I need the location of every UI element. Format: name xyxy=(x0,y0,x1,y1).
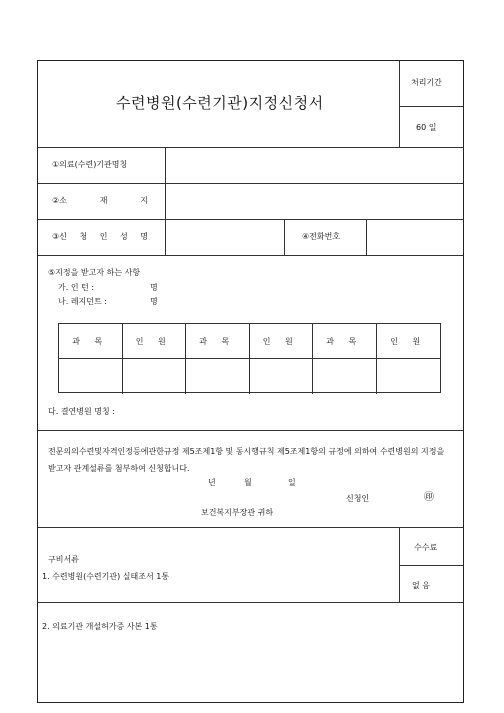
resident-unit: 명 xyxy=(150,297,158,306)
designation-heading: ⑤지정을 받고자 하는 사항 xyxy=(48,268,141,277)
label-divider xyxy=(165,147,166,255)
applicant-label-part: 성 xyxy=(119,232,128,241)
table-header: 인 원 xyxy=(250,324,314,359)
location-label-part: 재 xyxy=(99,196,108,205)
document-item: 1. 수련병원(수련기관) 실태조서 1통 xyxy=(42,572,170,581)
subject-table xyxy=(58,323,441,393)
location-label-part: ②소 xyxy=(52,196,67,205)
row-divider xyxy=(38,602,463,603)
fee-divider xyxy=(399,565,463,566)
fee-label: 수수료 xyxy=(414,543,438,552)
applicant-name-label xyxy=(52,232,148,242)
seal-mark: ㊞ xyxy=(424,492,434,503)
date-day-label: 일 xyxy=(288,478,296,487)
row-divider xyxy=(38,219,463,220)
table-header: 과 목 xyxy=(186,324,250,359)
affiliated-hospital-label: 다. 결연병원 명칭 : xyxy=(48,407,115,416)
phone-divider xyxy=(366,219,367,255)
resident-label: 나. 레지던트 : xyxy=(58,297,107,306)
date-year-label: 년 xyxy=(208,478,216,487)
application-statement: 전문의의수련및자격인정등에관한규정 제5조제1항 및 동시행규칙 제5조제1항의 규정에 의하여 수련병원의 지정을 받고자 관계설류를 첨부하여 신청합니다. xyxy=(48,447,445,473)
table-cell[interactable] xyxy=(377,359,441,394)
phone-divider xyxy=(284,219,285,255)
date-month-label: 월 xyxy=(244,478,252,487)
table-header: 과 목 xyxy=(313,324,377,359)
fee-value: 없 음 xyxy=(412,581,430,590)
table-header: 인 원 xyxy=(123,324,187,359)
intern-label: 가. 인 턴 : xyxy=(58,283,95,292)
table-cell[interactable] xyxy=(250,359,314,394)
table-cell[interactable] xyxy=(123,359,187,394)
applicant-label-part: 청 xyxy=(79,232,88,241)
table-cell[interactable] xyxy=(186,359,250,394)
document-item: 2. 의료기관 개설허가증 사본 1통 xyxy=(42,622,158,631)
processing-period-value: 60 일 xyxy=(416,123,437,132)
table-cell[interactable] xyxy=(59,359,123,394)
form-title: 수련병원(수련기관)지정신청서 xyxy=(116,94,324,112)
processing-period-label: 처리기간 xyxy=(411,78,442,87)
applicant-label-part: 명 xyxy=(140,232,148,241)
location-label-part: 지 xyxy=(140,196,148,205)
row-divider xyxy=(38,255,463,256)
header-divider xyxy=(399,106,463,107)
applicant-label-part: ③신 xyxy=(52,232,67,241)
application-form xyxy=(37,60,464,703)
row-divider xyxy=(38,430,463,431)
table-header: 과 목 xyxy=(59,324,123,359)
row-divider xyxy=(38,183,463,184)
header-divider xyxy=(399,61,400,147)
applicant-label-part: 인 xyxy=(99,232,108,241)
applicant-sign-label: 신청인 xyxy=(346,494,370,503)
documents-heading: 구비서류 xyxy=(48,555,79,564)
intern-unit: 명 xyxy=(150,283,158,292)
row-divider xyxy=(38,147,463,148)
institution-name-label: ①의료(수련)기관명칭 xyxy=(52,160,128,169)
table-cell[interactable] xyxy=(313,359,377,394)
location-label xyxy=(52,196,148,206)
phone-label: ④전화번호 xyxy=(302,232,341,241)
table-header: 인 원 xyxy=(377,324,441,359)
recipient-label: 보건복지부장관 귀하 xyxy=(201,508,274,517)
